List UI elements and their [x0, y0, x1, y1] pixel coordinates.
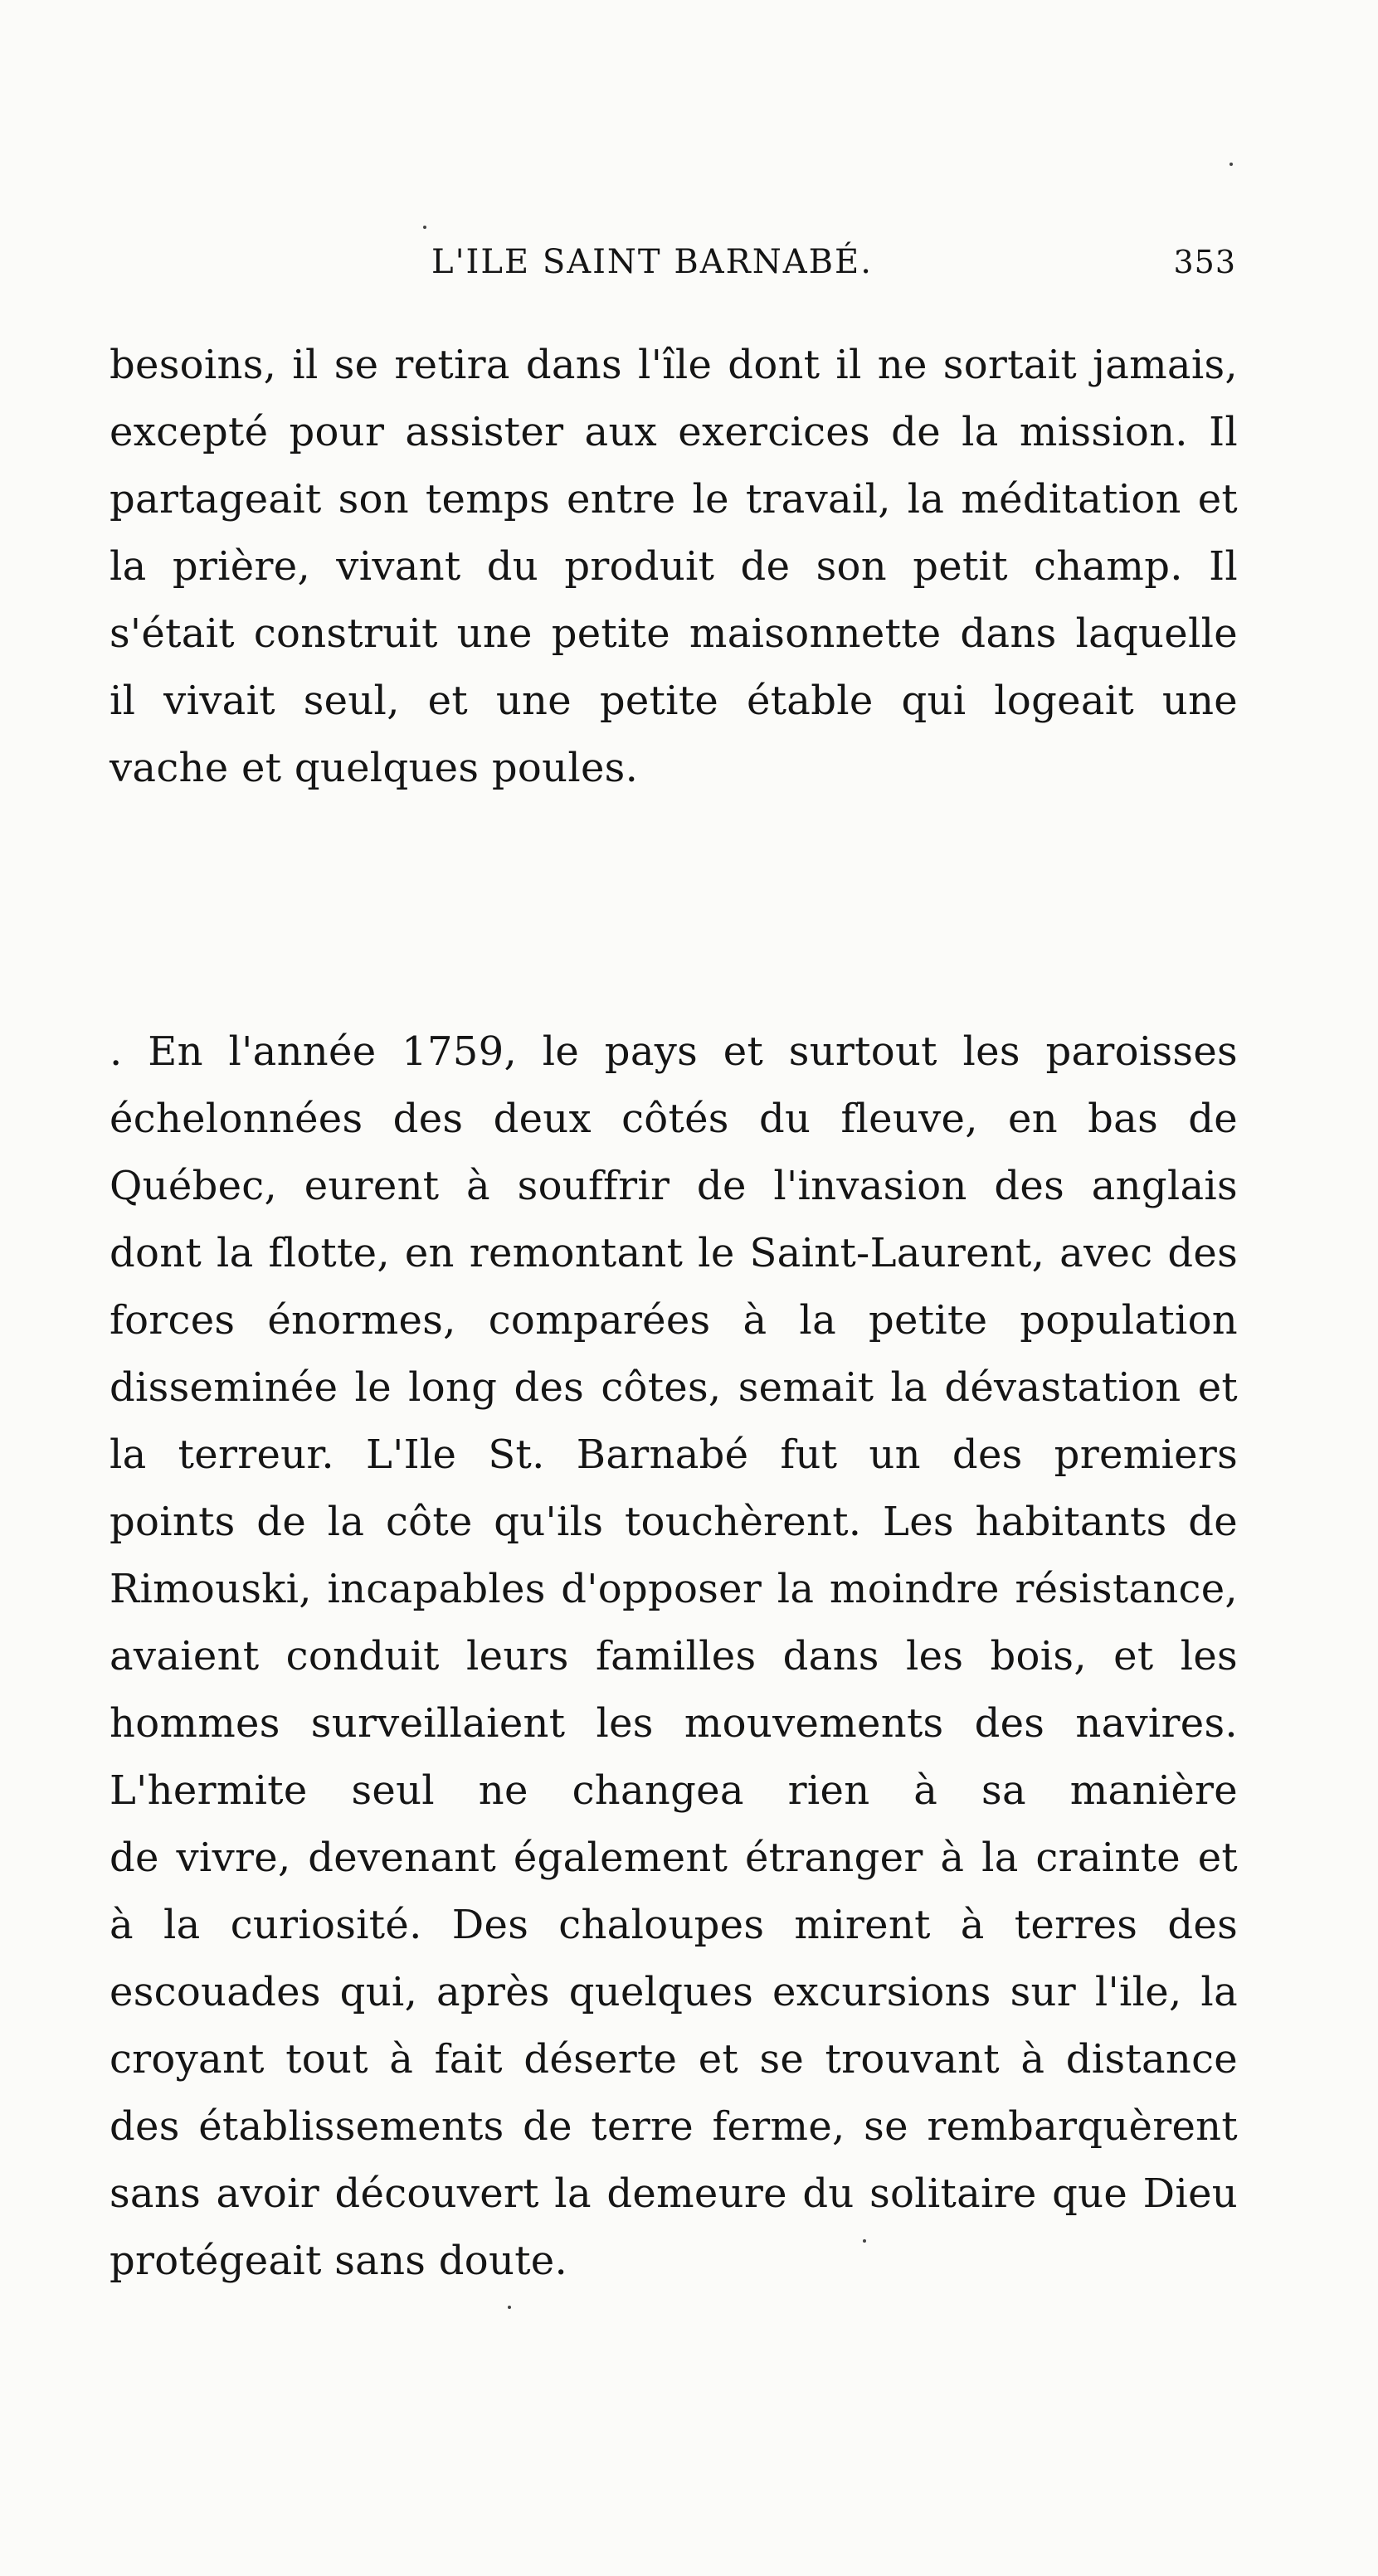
print-speck — [1229, 163, 1233, 166]
text-line: points de la côte qu'ils touchèrent. Les habitants de — [110, 1499, 1238, 1545]
text-line: protégeait sans doute. — [110, 2238, 568, 2284]
print-speck — [863, 2239, 866, 2243]
paragraph-1 — [110, 332, 1238, 802]
text-line: sans avoir découvert la demeure du solitaire que Dieu — [110, 2170, 1238, 2217]
text-line: croyant tout à fait déserte et se trouvant à distance — [110, 2036, 1238, 2083]
text-line: il vivait seul, et une petite étable qui logeait une — [110, 678, 1238, 724]
text-line: vache et quelques poules. — [110, 745, 639, 791]
text-line: des établissements de terre ferme, se rembarquèrent — [110, 2103, 1238, 2150]
text-line: disseminée le long des côtes, semait la dévastation et — [110, 1364, 1238, 1411]
text-line: . En l'année 1759, le pays et surtout les paroisses — [110, 1028, 1238, 1075]
text-line: excepté pour assister aux exercices de la mission. Il — [110, 409, 1238, 455]
text-line: échelonnées des deux côtés du fleuve, en bas de — [110, 1096, 1238, 1142]
text-line: Québec, eurent à souffrir de l'invasion des anglais — [110, 1163, 1238, 1209]
text-line: L'hermite seul ne changea rien à sa manière — [110, 1767, 1238, 1814]
running-title: L'ILE SAINT BARNABÉ. — [431, 243, 873, 281]
running-head — [108, 237, 1236, 287]
text-line: la prière, vivant du produit de son petit champ. Il — [110, 543, 1238, 590]
text-line: à la curiosité. Des chaloupes mirent à terres des — [110, 1902, 1238, 1948]
text-line: avaient conduit leurs familles dans les bois, et les — [110, 1633, 1238, 1679]
text-line: s'était construit une petite maisonnette dans laquelle — [110, 610, 1238, 657]
page-number: 353 — [1173, 244, 1236, 280]
paragraph-2 — [110, 1018, 1238, 2295]
text-line: besoins, il se retira dans l'île dont il ne sortait jamais, — [110, 342, 1238, 388]
print-speck — [508, 2306, 511, 2309]
print-speck — [423, 226, 426, 229]
text-line: de vivre, devenant également étranger à la crainte et — [110, 1835, 1238, 1881]
text-line: Rimouski, incapables d'opposer la moindre résistance, — [110, 1566, 1238, 1612]
text-line: hommes surveillaient les mouvements des navires. — [110, 1700, 1238, 1747]
text-line: dont la flotte, en remontant le Saint-Laurent, avec des — [110, 1230, 1238, 1276]
text-line: forces énormes, comparées à la petite population — [110, 1297, 1238, 1344]
text-line: la terreur. L'Ile St. Barnabé fut un des premiers — [110, 1431, 1238, 1478]
text-line: escouades qui, après quelques excursions sur l'ile, la — [110, 1969, 1238, 2015]
text-line: partageait son temps entre le travail, la méditation et — [110, 476, 1238, 522]
